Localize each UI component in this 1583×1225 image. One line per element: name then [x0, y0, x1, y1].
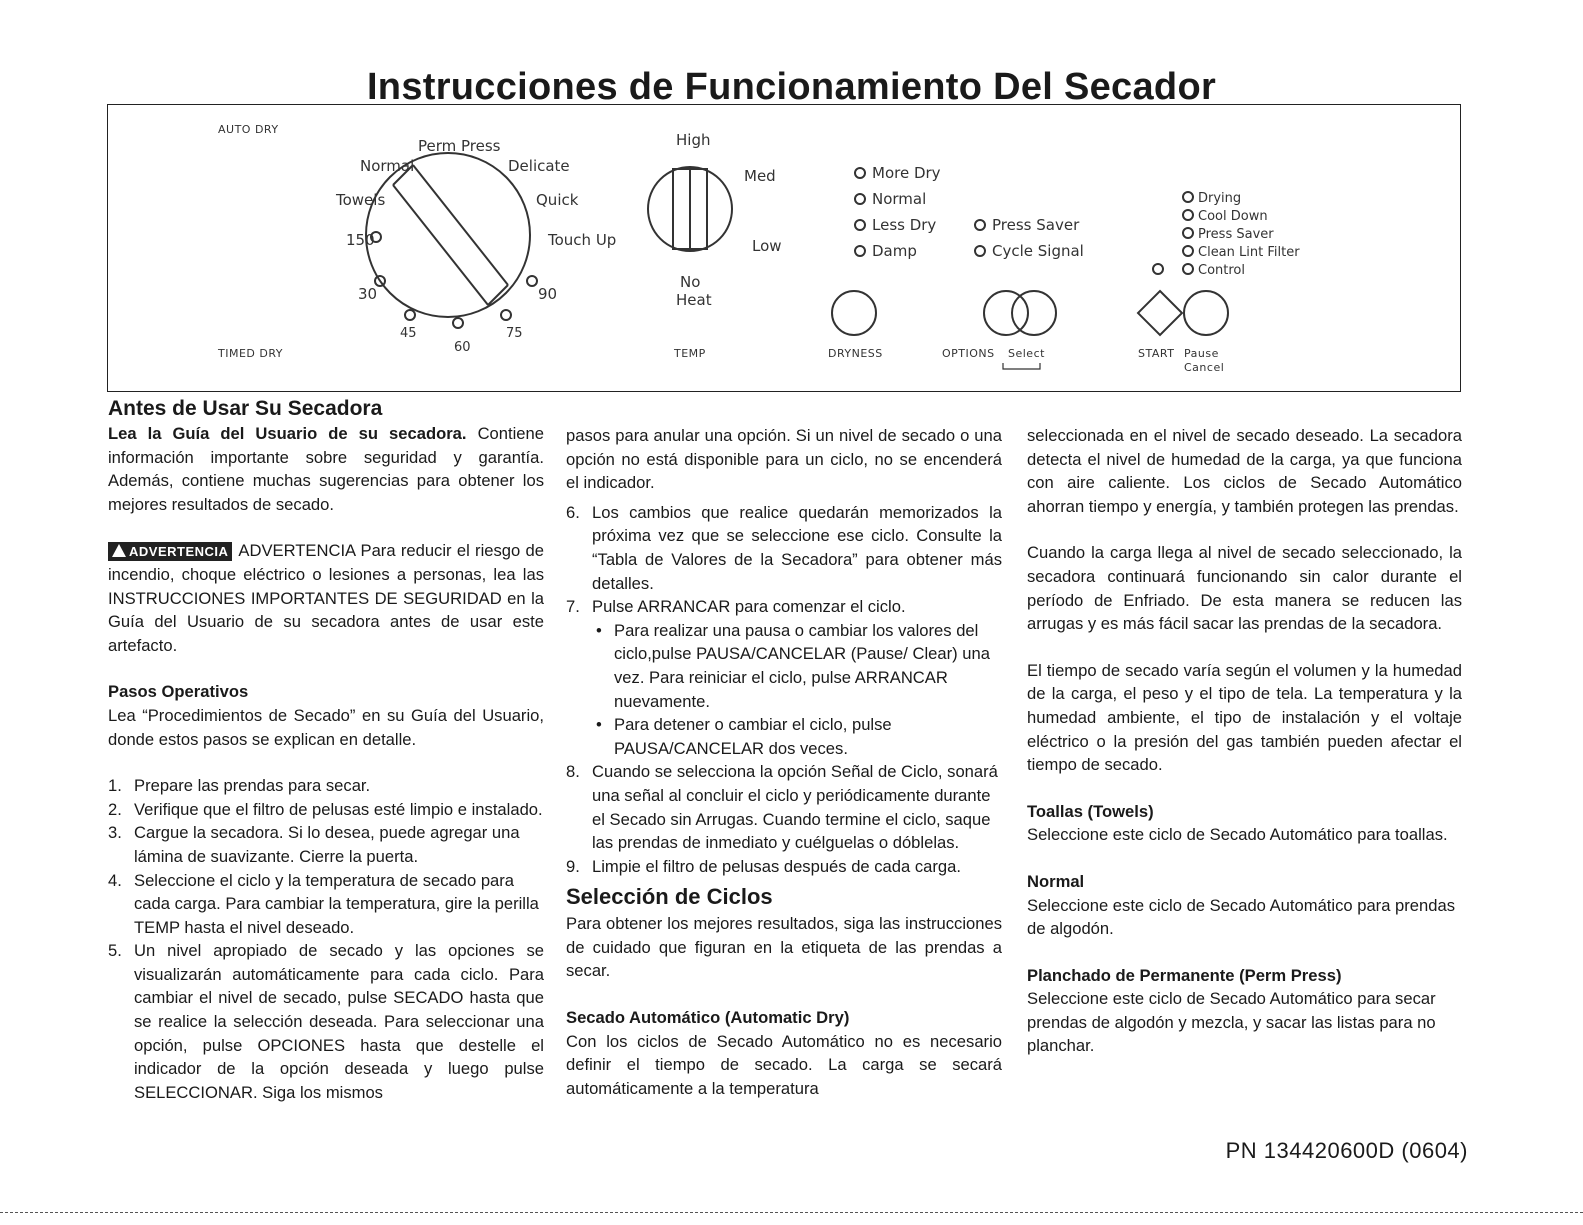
- bullet-list: [566, 619, 1002, 761]
- status-press-saver: Press Saver: [1198, 227, 1274, 242]
- dryness-button[interactable]: [832, 291, 876, 335]
- temp-no: No: [680, 273, 701, 291]
- step-item: [566, 595, 1002, 619]
- status-drying: Drying: [1198, 191, 1242, 206]
- temp-knob[interactable]: [648, 167, 732, 251]
- step-number: 1.: [108, 776, 122, 796]
- dryness-more-dry: More Dry: [872, 164, 941, 182]
- time-60: 60: [454, 340, 471, 355]
- temp-low: Low: [752, 237, 782, 255]
- step-text: Limpie el filtro de pelusas después de cada carga.: [592, 856, 961, 876]
- time-90: 90: [538, 285, 558, 303]
- intro-paragraph: [108, 422, 544, 516]
- warning-badge-text: ADVERTENCIA: [129, 544, 229, 560]
- time-75: 75: [506, 326, 523, 341]
- pause-cancel-button[interactable]: [1184, 291, 1228, 335]
- steps-list-3: [566, 760, 1002, 878]
- normal-heading: Normal: [1027, 871, 1085, 891]
- step-text: Pulse ARRANCAR para comenzar el ciclo.: [592, 597, 906, 617]
- warning-text: ADVERTENCIA Para reducir el riesgo de incendio, choque eléctrico o lesiones a personas, lea las INSTRUCCIONES IMPORTANTES DE SEGURIDAD en la Guía del Usuario de su secadora antes de usar este artefacto.: [108, 541, 544, 655]
- step-number: 5.: [108, 941, 122, 961]
- part-number: PN 134420600D (0604): [1225, 1138, 1468, 1163]
- lock-bracket-icon: [1003, 363, 1040, 369]
- select-label: Select: [1008, 347, 1045, 360]
- temp-heat: Heat: [676, 291, 712, 309]
- step-item: [108, 774, 544, 798]
- bullet-item: • Para realizar una pausa o cambiar los valores del ciclo,pulse PAUSA/CANCELAR (Pause/ Clear) una vez. Para reiniciar el ciclo, pulse ARRANCAR nuevamente.: [592, 619, 1002, 713]
- start-label: START: [1138, 347, 1175, 360]
- step-item: [566, 501, 1002, 595]
- seleccion-text: Para obtener los mejores resultados, siga las instrucciones de cuidado que figuran en la etiqueta de las prendas a secar.: [566, 914, 1002, 981]
- step-item: [108, 939, 544, 1104]
- seleccion-heading: Selección de Ciclos: [566, 884, 773, 910]
- timed-dry-label: TIMED DRY: [218, 347, 283, 360]
- cycle-towels: Towels: [336, 191, 386, 209]
- pasos-intro: Lea “Procedimientos de Secado” en su Guía del Usuario, donde estos pasos se explican en detalle.: [108, 705, 544, 749]
- pasos-heading: Pasos Operativos: [108, 682, 249, 702]
- step-text: Cargue la secadora. Si lo desea, puede agregar una lámina de suavizante. Cierre la puerta.: [134, 823, 520, 866]
- towels-text: Seleccione este ciclo de Secado Automático para toallas.: [1027, 825, 1448, 845]
- cycle-normal: Normal: [360, 157, 415, 175]
- temp-label: TEMP: [674, 347, 706, 360]
- status-control: Control: [1198, 263, 1245, 278]
- steps-list-2: [566, 501, 1002, 619]
- cycle-delicate: Delicate: [508, 157, 570, 175]
- step-number: 2.: [108, 799, 122, 819]
- step-number: 9.: [566, 856, 580, 876]
- step-text: Los cambios que realice quedarán memorizados la próxima vez que se seleccione ese ciclo. Consulte la “Tabla de Valores de la Secadora” para obtener más detalles.: [592, 502, 1002, 593]
- column-3: [1027, 424, 1462, 1058]
- control-panel-svg: [108, 105, 1462, 393]
- step-item: [108, 869, 544, 940]
- column-1: [108, 396, 544, 1104]
- dryness-normal: Normal: [872, 190, 927, 208]
- step-number: 6.: [566, 502, 580, 522]
- perm-press-heading: Planchado de Permanente (Perm Press): [1027, 965, 1342, 985]
- control-panel-diagram: [107, 104, 1461, 392]
- time-150: 150: [346, 231, 375, 249]
- dryness-damp: Damp: [872, 242, 917, 260]
- step-item: [566, 760, 1002, 854]
- step-number: 3.: [108, 823, 122, 843]
- select-button[interactable]: [1012, 291, 1056, 335]
- col3-paragraph-3: El tiempo de secado varía según el volumen y la humedad de la carga, el peso y el tipo de tela. La temperatura y la humedad ambiente, el tipo de instalación y el voltaje eléctrico o la presión del gas también pueden afectar el tiempo de secado.: [1027, 660, 1462, 775]
- step-text: Seleccione el ciclo y la temperatura de secado para cada carga. Para cambiar la temperatura, gire la perilla TEMP hasta el nivel deseado.: [134, 870, 539, 937]
- perm-press-text: Seleccione este ciclo de Secado Automático para secar prendas de algodón y mezcla, y sacar las listas para no planchar.: [1027, 989, 1436, 1056]
- cycle-touch-up: Touch Up: [548, 231, 617, 249]
- step-item: [566, 855, 1002, 879]
- time-30: 30: [358, 285, 378, 303]
- auto-dry-text: Con los ciclos de Secado Automático no es necesario definir el tiempo de secado. La carga se secará automáticamente a la temperatura: [566, 1031, 1002, 1098]
- col3-continuation: seleccionada en el nivel de secado deseado. La secadora detecta el nivel de humedad de la carga, ya que funciona con aire caliente. Los ciclos de Secado Automático ahorran tiempo y energía, y también protegen las prendas.: [1027, 426, 1462, 516]
- options-label: OPTIONS: [942, 347, 995, 360]
- auto-dry-heading: Secado Automático (Automatic Dry): [566, 1008, 850, 1028]
- cycle-perm-press: Perm Press: [418, 137, 501, 155]
- step-text: Un nivel apropiado de secado y las opciones se visualizarán automáticamente para cada ciclo. Para cambiar el nivel de secado, pulse SECADO hasta que se realice la selección deseada. Para seleccionar una opción, pulse OPCIONES hasta que destelle el indicador de la opción deseada y luego pulse SELECCIONAR. Siga los mismos: [134, 941, 544, 1102]
- option-cycle-signal: Cycle Signal: [992, 242, 1084, 260]
- intro-bold: Lea la Guía del Usuario de su secadora.: [108, 424, 467, 443]
- dryness-label: DRYNESS: [828, 347, 883, 360]
- warning-triangle-icon: [112, 544, 126, 557]
- pause-label: Pause: [1184, 347, 1219, 360]
- step-text: Cuando se selecciona la opción Señal de Ciclo, sonará una señal al concluir el ciclo y periódicamente durante el Secado sin Arrugas. Cuando termine el ciclo, saque las prendas de inmediato y cuélguelas o dóblelas.: [592, 762, 998, 853]
- step-text: Prepare las prendas para secar.: [134, 776, 371, 796]
- temp-high: High: [676, 131, 711, 149]
- section-heading-antes: Antes de Usar Su Secadora: [108, 397, 383, 420]
- dryness-less-dry: Less Dry: [872, 216, 937, 234]
- option-press-saver: Press Saver: [992, 216, 1080, 234]
- warning-badge: [108, 542, 232, 561]
- page-title: Instrucciones de Funcionamiento Del Secador: [366, 66, 1217, 108]
- col3-paragraph-2: Cuando la carga llega al nivel de secado seleccionado, la secadora continuará funcionando sin calor durante el período de Enfriado. De esta manera se reducen las arrugas y es más fácil sacar las prendas de la secadora.: [1027, 543, 1462, 634]
- step-item: [108, 798, 544, 822]
- options-button[interactable]: [984, 291, 1028, 335]
- cancel-label: Cancel: [1184, 361, 1225, 374]
- normal-text: Seleccione este ciclo de Secado Automático para prendas de algodón.: [1027, 895, 1456, 939]
- col2-continuation: pasos para anular una opción. Si un nivel de secado o una opción no está disponible para un ciclo, no se encenderá el indicador.: [566, 426, 1002, 493]
- step-number: 8.: [566, 762, 580, 782]
- towels-heading: Toallas (Towels): [1027, 801, 1154, 821]
- cycle-quick: Quick: [536, 191, 579, 209]
- steps-list-1: [108, 774, 544, 1104]
- status-cool-down: Cool Down: [1198, 209, 1268, 224]
- status-clean-lint-filter: Clean Lint Filter: [1198, 245, 1300, 260]
- step-number: 4.: [108, 870, 122, 890]
- warning-paragraph: [108, 539, 544, 657]
- step-item: [108, 821, 544, 868]
- start-button[interactable]: [1138, 291, 1182, 335]
- column-2: [566, 424, 1002, 1100]
- auto-dry-label: AUTO DRY: [218, 123, 279, 136]
- bottom-divider: [0, 1212, 1583, 1213]
- temp-med: Med: [744, 167, 776, 185]
- time-45: 45: [400, 326, 417, 341]
- step-text: Verifique que el filtro de pelusas esté limpio e instalado.: [134, 799, 543, 819]
- step-number: 7.: [566, 597, 580, 617]
- cycle-knob[interactable]: [366, 153, 530, 317]
- intro-text: Contiene información importante sobre seguridad y garantía. Además, contiene muchas sugerencias para obtener los mejores resultados de secado.: [108, 424, 544, 514]
- bullet-item: • Para detener o cambiar el ciclo, pulse PAUSA/CANCELAR dos veces.: [592, 713, 1002, 760]
